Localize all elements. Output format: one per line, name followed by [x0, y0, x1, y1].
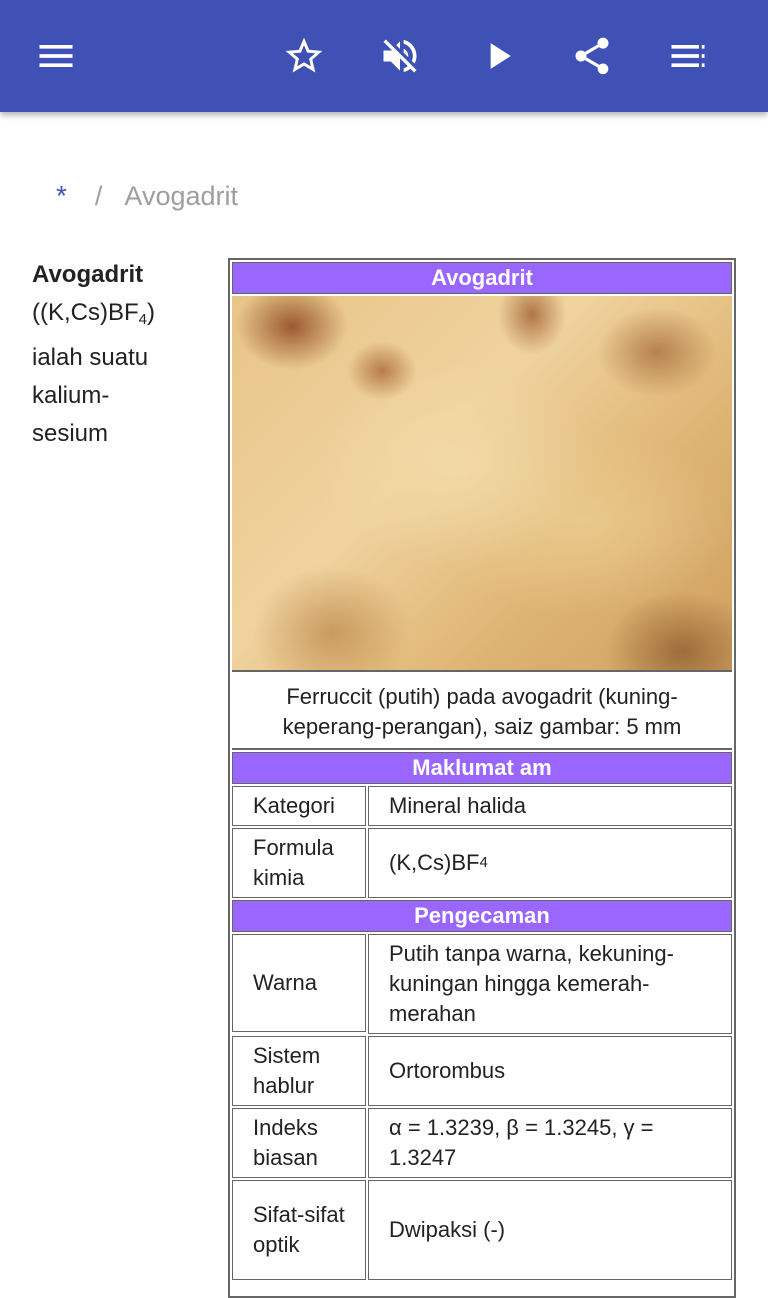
table-row [232, 1036, 732, 1106]
infobox [228, 258, 736, 1298]
breadcrumb-home-link[interactable]: * [56, 180, 67, 211]
share-icon [570, 34, 614, 78]
list-icon [666, 34, 710, 78]
infobox-title: Avogadrit [232, 262, 732, 294]
row-key: Sifat-sifat optik [232, 1180, 366, 1280]
table-row [232, 1108, 732, 1178]
table-row [232, 1180, 732, 1280]
share-button[interactable] [560, 24, 624, 88]
row-key: Kategori [232, 786, 366, 826]
article-title: Avogadrit [32, 261, 144, 288]
mineral-photo[interactable] [232, 296, 732, 670]
section-header-identification: Pengecaman [232, 900, 732, 932]
row-value: (K,Cs)BF 4 [368, 828, 732, 898]
contents-button[interactable] [656, 24, 720, 88]
breadcrumb-current: Avogadrit [124, 181, 238, 211]
row-key: Formula kimia [232, 828, 366, 898]
photo-caption: Ferruccit (putih) pada avogadrit (kuning-keperang-perangan), saiz gambar: 5 mm [232, 670, 732, 750]
menu-button[interactable] [24, 24, 88, 88]
table-row [232, 786, 732, 826]
row-key: Sistem hablur [232, 1036, 366, 1106]
table-row [232, 828, 732, 898]
intro-formula: $((K,Cs)BF_4)$ [32, 299, 155, 328]
breadcrumb-separator: / [94, 181, 103, 211]
row-value: Putih tanpa warna, kekuning-kuningan hingga kemerah-merahan [368, 934, 732, 1034]
breadcrumb [56, 180, 238, 212]
row-key: Indeks biasan [232, 1108, 366, 1178]
row-key: Warna [232, 934, 366, 1032]
table-row [232, 934, 732, 1034]
row-value: Ortorombus [368, 1036, 732, 1106]
row-value: α = 1.3239, β = 1.3245, γ = 1.3247 [368, 1108, 732, 1178]
play-icon [476, 34, 520, 78]
volume-off-icon [378, 34, 422, 78]
intro-text: ialah suatu kalium-sesium [32, 344, 149, 447]
section-header-general: Maklumat am [232, 752, 732, 784]
article-intro [32, 256, 182, 453]
row-value[interactable]: Mineral halida [368, 786, 732, 826]
menu-icon [34, 34, 78, 78]
mute-button[interactable] [368, 24, 432, 88]
favorite-button[interactable] [272, 24, 336, 88]
star-icon [282, 34, 326, 78]
row-value: Dwipaksi (-) [368, 1180, 732, 1280]
app-bar [0, 0, 768, 112]
play-button[interactable] [466, 24, 530, 88]
